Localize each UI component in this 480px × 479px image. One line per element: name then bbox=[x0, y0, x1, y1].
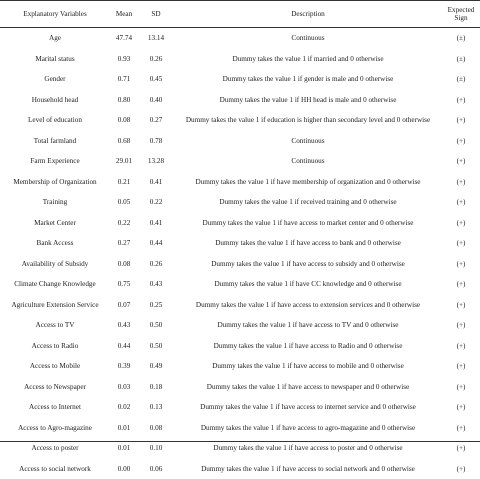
cell-sign: (+) bbox=[442, 131, 480, 152]
cell-sign: (+) bbox=[442, 295, 480, 316]
cell-sd: 0.44 bbox=[138, 233, 174, 254]
cell-description: Dummy takes the value 1 if have access to Radio and 0 otherwise bbox=[174, 336, 442, 357]
table-row bbox=[0, 377, 480, 398]
table-row bbox=[0, 110, 480, 131]
header-sign-line2: Sign bbox=[454, 14, 467, 22]
cell-description: Dummy takes the value 1 if have CC knowledge and 0 otherwise bbox=[174, 274, 442, 295]
cell-variable: Climate Change Knowledge bbox=[0, 274, 110, 295]
cell-sd: 0.78 bbox=[138, 131, 174, 152]
table-row bbox=[0, 151, 480, 172]
cell-sd: 0.06 bbox=[138, 459, 174, 479]
cell-mean: 0.68 bbox=[110, 131, 138, 152]
cell-sign: (+) bbox=[442, 151, 480, 172]
cell-sign: (±) bbox=[442, 69, 480, 90]
cell-description: Dummy takes the value 1 if gender is male and 0 otherwise bbox=[174, 69, 442, 90]
cell-description: Dummy takes the value 1 if have access to newspaper and 0 otherwise bbox=[174, 377, 442, 398]
cell-variable: Availability of Subsidy bbox=[0, 254, 110, 275]
cell-sd: 0.41 bbox=[138, 172, 174, 193]
cell-variable: Access to Internet bbox=[0, 397, 110, 418]
cell-variable: Access to Mobile bbox=[0, 356, 110, 377]
table-row bbox=[0, 90, 480, 111]
cell-mean: 0.44 bbox=[110, 336, 138, 357]
cell-description: Dummy takes the value 1 if HH head is male and 0 otherwise bbox=[174, 90, 442, 111]
cell-sd: 0.18 bbox=[138, 377, 174, 398]
cell-description: Dummy takes the value 1 if have access to mobile and 0 otherwise bbox=[174, 356, 442, 377]
cell-description: Continuous bbox=[174, 28, 442, 49]
table-row bbox=[0, 438, 480, 459]
cell-sign: (+) bbox=[442, 90, 480, 111]
cell-sd: 0.50 bbox=[138, 336, 174, 357]
cell-variable: Training bbox=[0, 192, 110, 213]
table-row bbox=[0, 69, 480, 90]
cell-sign: (+) bbox=[442, 418, 480, 439]
table-row bbox=[0, 172, 480, 193]
cell-sd: 0.25 bbox=[138, 295, 174, 316]
cell-sd: 13.14 bbox=[138, 28, 174, 49]
cell-mean: 0.02 bbox=[110, 397, 138, 418]
cell-mean: 0.27 bbox=[110, 233, 138, 254]
cell-sd: 0.22 bbox=[138, 192, 174, 213]
cell-variable: Age bbox=[0, 28, 110, 49]
cell-sign: (+) bbox=[442, 274, 480, 295]
table-body bbox=[0, 28, 480, 479]
table-row bbox=[0, 295, 480, 316]
table-row bbox=[0, 49, 480, 70]
header-sd: SD bbox=[138, 0, 174, 28]
table-row bbox=[0, 315, 480, 336]
cell-mean: 0.71 bbox=[110, 69, 138, 90]
cell-sd: 0.27 bbox=[138, 110, 174, 131]
cell-variable: Level of education bbox=[0, 110, 110, 131]
cell-sign: (+) bbox=[442, 172, 480, 193]
cell-sd: 0.41 bbox=[138, 213, 174, 234]
cell-sd: 0.45 bbox=[138, 69, 174, 90]
cell-variable: Access to social network bbox=[0, 459, 110, 479]
table-row bbox=[0, 213, 480, 234]
cell-sign: (+) bbox=[442, 397, 480, 418]
cell-mean: 0.21 bbox=[110, 172, 138, 193]
cell-mean: 0.01 bbox=[110, 438, 138, 459]
cell-description: Dummy takes the value 1 if have access to bank and 0 otherwise bbox=[174, 233, 442, 254]
cell-sign: (+) bbox=[442, 233, 480, 254]
cell-sign: (±) bbox=[442, 28, 480, 49]
cell-description: Dummy takes the value 1 if have access to subsidy and 0 otherwise bbox=[174, 254, 442, 275]
cell-description: Dummy takes the value 1 if received training and 0 otherwise bbox=[174, 192, 442, 213]
table-row bbox=[0, 356, 480, 377]
cell-description: Dummy takes the value 1 if married and 0 otherwise bbox=[174, 49, 442, 70]
cell-sign: (+) bbox=[442, 336, 480, 357]
cell-description: Continuous bbox=[174, 151, 442, 172]
cell-mean: 0.01 bbox=[110, 418, 138, 439]
header-row bbox=[0, 0, 480, 28]
cell-variable: Access to Agro-magazine bbox=[0, 418, 110, 439]
table-row bbox=[0, 233, 480, 254]
cell-sd: 0.26 bbox=[138, 49, 174, 70]
cell-variable: Access to TV bbox=[0, 315, 110, 336]
header-description: Description bbox=[174, 0, 442, 28]
cell-sign: (+) bbox=[442, 213, 480, 234]
table-row bbox=[0, 418, 480, 439]
cell-mean: 0.75 bbox=[110, 274, 138, 295]
table-row bbox=[0, 459, 480, 479]
cell-sd: 0.50 bbox=[138, 315, 174, 336]
cell-description: Dummy takes the value 1 if have access to agro-magazine and 0 otherwise bbox=[174, 418, 442, 439]
cell-mean: 0.93 bbox=[110, 49, 138, 70]
cell-sd: 0.49 bbox=[138, 356, 174, 377]
cell-variable: Membership of Organization bbox=[0, 172, 110, 193]
cell-description: Dummy takes the value 1 if have access to TV and 0 otherwise bbox=[174, 315, 442, 336]
cell-mean: 0.00 bbox=[110, 459, 138, 479]
cell-description: Dummy takes the value 1 if have access to poster and 0 otherwise bbox=[174, 438, 442, 459]
cell-variable: Access to Newspaper bbox=[0, 377, 110, 398]
cell-variable: Bank Access bbox=[0, 233, 110, 254]
table-row bbox=[0, 131, 480, 152]
cell-mean: 0.03 bbox=[110, 377, 138, 398]
cell-mean: 0.43 bbox=[110, 315, 138, 336]
cell-variable: Gender bbox=[0, 69, 110, 90]
cell-description: Dummy takes the value 1 if have access to market center and 0 otherwise bbox=[174, 213, 442, 234]
table-row bbox=[0, 397, 480, 418]
table-row bbox=[0, 336, 480, 357]
header-sign-line1: Expected bbox=[448, 6, 475, 14]
cell-sign: (±) bbox=[442, 49, 480, 70]
cell-sd: 0.13 bbox=[138, 397, 174, 418]
header-expected-sign bbox=[442, 0, 480, 28]
cell-mean: 0.22 bbox=[110, 213, 138, 234]
header-mean: Mean bbox=[110, 0, 138, 28]
cell-mean: 0.08 bbox=[110, 254, 138, 275]
cell-sign: (+) bbox=[442, 459, 480, 479]
cell-mean: 0.07 bbox=[110, 295, 138, 316]
cell-description: Dummy takes the value 1 if have access to social network and 0 otherwise bbox=[174, 459, 442, 479]
cell-variable: Access to Radio bbox=[0, 336, 110, 357]
cell-description: Continuous bbox=[174, 131, 442, 152]
table-row bbox=[0, 28, 480, 49]
table-row bbox=[0, 254, 480, 275]
cell-variable: Access to poster bbox=[0, 438, 110, 459]
cell-sd: 0.10 bbox=[138, 438, 174, 459]
cell-mean: 0.39 bbox=[110, 356, 138, 377]
cell-description: Dummy takes the value 1 if have membership of organization and 0 otherwise bbox=[174, 172, 442, 193]
cell-variable: Market Center bbox=[0, 213, 110, 234]
cell-mean: 0.80 bbox=[110, 90, 138, 111]
cell-description: Dummy takes the value 1 if education is higher than secondary level and 0 otherwise bbox=[174, 110, 442, 131]
cell-variable: Household head bbox=[0, 90, 110, 111]
cell-variable: Farm Experience bbox=[0, 151, 110, 172]
cell-mean: 29.01 bbox=[110, 151, 138, 172]
header-variable: Explanatory Variables bbox=[0, 0, 110, 28]
cell-variable: Marital status bbox=[0, 49, 110, 70]
table-row bbox=[0, 274, 480, 295]
cell-mean: 0.05 bbox=[110, 192, 138, 213]
cell-description: Dummy takes the value 1 if have access to extension services and 0 otherwise bbox=[174, 295, 442, 316]
cell-variable: Agriculture Extension Service bbox=[0, 295, 110, 316]
cell-sign: (+) bbox=[442, 110, 480, 131]
cell-sign: (+) bbox=[442, 377, 480, 398]
cell-mean: 0.08 bbox=[110, 110, 138, 131]
cell-sd: 0.08 bbox=[138, 418, 174, 439]
cell-sign: (+) bbox=[442, 315, 480, 336]
cell-sign: (+) bbox=[442, 254, 480, 275]
cell-sd: 0.40 bbox=[138, 90, 174, 111]
cell-sign: (+) bbox=[442, 356, 480, 377]
cell-sign: (+) bbox=[442, 192, 480, 213]
cell-sign: (+) bbox=[442, 438, 480, 459]
cell-sd: 13.28 bbox=[138, 151, 174, 172]
table-row bbox=[0, 192, 480, 213]
cell-sd: 0.43 bbox=[138, 274, 174, 295]
cell-sd: 0.26 bbox=[138, 254, 174, 275]
cell-description: Dummy takes the value 1 if have access to internet service and 0 otherwise bbox=[174, 397, 442, 418]
cell-variable: Total farmland bbox=[0, 131, 110, 152]
cell-mean: 47.74 bbox=[110, 28, 138, 49]
